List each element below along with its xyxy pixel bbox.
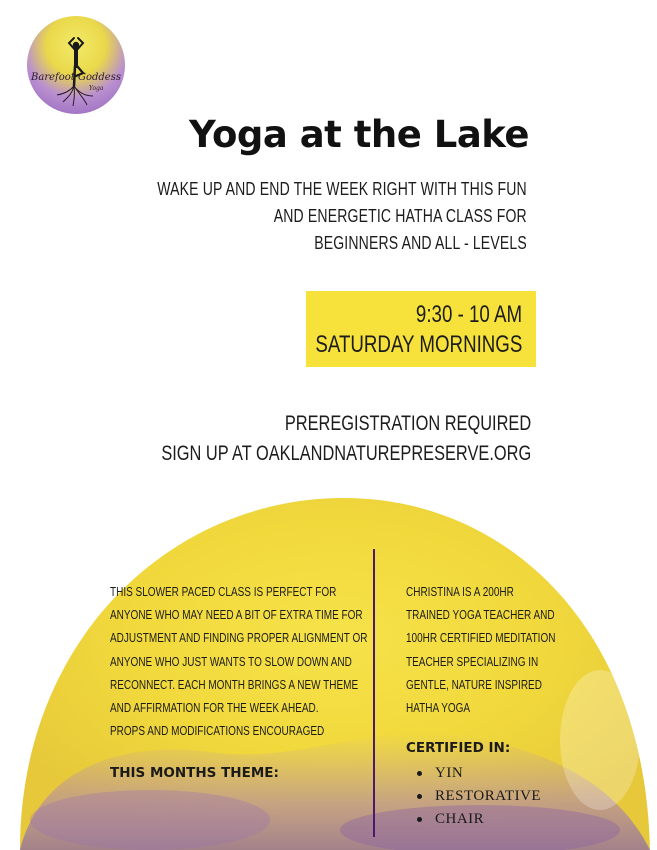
description-line: ANYONE WHO JUST WANTS TO SLOW DOWN AND xyxy=(110,654,352,669)
bio-line: TEACHER SPECIALIZING IN xyxy=(406,654,539,669)
signup-url: SIGN UP AT OAKLANDNATUREPRESERVE.ORG xyxy=(161,442,531,465)
yoga-tree-pose-figure-icon xyxy=(27,16,125,114)
class-time: 9:30 - 10 AM xyxy=(415,301,522,328)
bio-line: HATHA YOGA xyxy=(406,701,471,716)
bio-line: TRAINED YOGA TEACHER AND xyxy=(406,608,555,623)
column-divider xyxy=(373,549,375,837)
certified-in-label: CERTIFIED IN: xyxy=(406,740,511,756)
description-line: RECONNECT. EACH MONTH BRINGS A NEW THEME xyxy=(110,677,359,692)
bio-line: 100HR CERTIFIED MEDITATION xyxy=(406,631,556,646)
certification-item: YIN xyxy=(415,762,541,785)
bio-line: GENTLE, NATURE INSPIRED xyxy=(406,677,542,692)
bio-line: CHRISTINA IS A 200HR xyxy=(406,585,514,599)
subtitle xyxy=(53,176,527,257)
description-line: PROPS AND MODIFICATIONS ENCOURAGED xyxy=(110,724,325,739)
monthly-theme-label: THIS MONTHS THEME: xyxy=(110,765,279,781)
barefoot-goddess-logo xyxy=(27,16,125,114)
schedule-box xyxy=(306,291,536,367)
description-line: AND AFFIRMATION FOR THE WEEK AHEAD. xyxy=(110,701,319,716)
logo-sub: Yoga xyxy=(89,85,104,92)
logo-name: Barefoot Goddess xyxy=(31,72,121,83)
certification-list xyxy=(415,762,541,831)
registration-info xyxy=(57,409,531,469)
description-line: THIS SLOWER PACED CLASS IS PERFECT FOR xyxy=(110,585,337,599)
subtitle-line: WAKE UP AND END THE WEEK RIGHT WITH THIS FUN xyxy=(157,179,527,199)
instructor-bio xyxy=(406,581,593,720)
class-description xyxy=(110,581,370,743)
preregistration-text: PREREGISTRATION REQUIRED xyxy=(284,412,531,435)
description-line: ADJUSTMENT AND FINDING PROPER ALIGNMENT OR xyxy=(110,631,368,646)
subtitle-line: BEGINNERS AND ALL - LEVELS xyxy=(314,233,527,253)
class-day: SATURDAY MORNINGS xyxy=(315,331,522,358)
description-line: ANYONE WHO MAY NEED A BIT OF EXTRA TIME FOR xyxy=(110,608,363,623)
page-title: Yoga at the Lake xyxy=(189,113,529,156)
certification-item: RESTORATIVE xyxy=(415,785,541,808)
subtitle-line: AND ENERGETIC HATHA CLASS FOR xyxy=(273,206,527,226)
certification-item: CHAIR xyxy=(415,808,541,831)
